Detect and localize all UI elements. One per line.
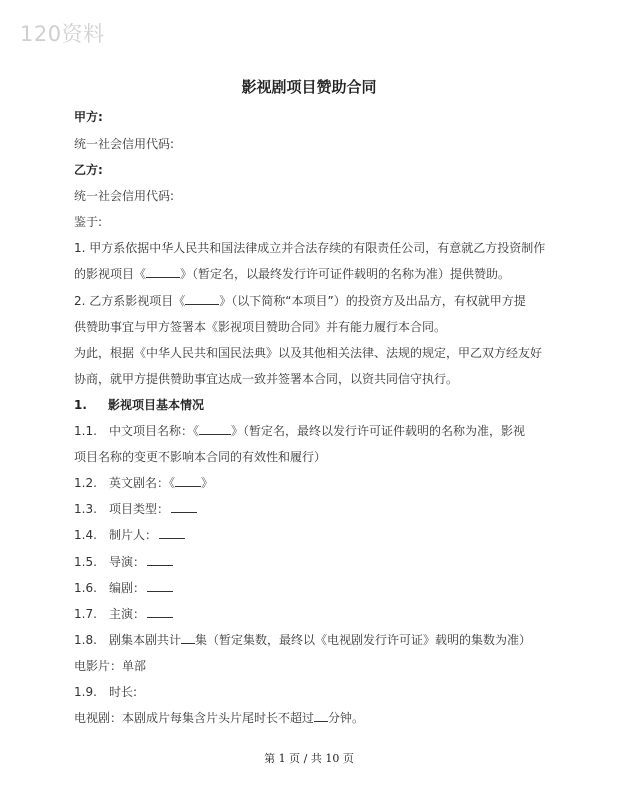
item-1-3-text: 项目类型： bbox=[109, 502, 170, 516]
clause-2-text-b: 》（以下简称“本项目”）的投资方及出品方，有权就甲方提 bbox=[219, 294, 526, 308]
item-1-2 bbox=[74, 476, 213, 490]
whereas-label: 鉴于: bbox=[74, 215, 103, 229]
tv-line-text-a: 电视剧：本剧成片每集含片头片尾时长不超过 bbox=[74, 711, 315, 725]
item-1-9-text: 时长: bbox=[109, 685, 138, 699]
document-title: 影视剧项目赞助合同 bbox=[241, 78, 377, 96]
item-1-7 bbox=[74, 607, 173, 621]
item-1-1-text-a: 中文项目名称：《 bbox=[109, 424, 200, 438]
item-number: 1.4. bbox=[74, 528, 97, 542]
tv-line-text-b: 分钟。 bbox=[328, 711, 365, 725]
item-1-2-text-b: 》 bbox=[201, 476, 214, 490]
item-1-9 bbox=[74, 685, 137, 699]
section-1-heading bbox=[74, 398, 204, 412]
item-number: 1.6. bbox=[74, 581, 97, 595]
clause-2-line-2: 供赞助事宜与甲方签署本《影视项目赞助合同》并有能力履行本合同。 bbox=[74, 320, 447, 334]
item-1-5 bbox=[74, 555, 173, 569]
project-name-blank bbox=[146, 267, 180, 278]
english-name-blank bbox=[175, 476, 201, 487]
item-number: 1.9. bbox=[74, 685, 97, 699]
item-1-4 bbox=[74, 528, 185, 542]
clause-2-line-1 bbox=[74, 294, 526, 308]
item-1-1-line-2: 项目名称的变更不影响本合同的有效性和履行） bbox=[74, 450, 327, 464]
section-1-number: 1. bbox=[74, 398, 87, 412]
movie-line: 电影片：单部 bbox=[74, 659, 147, 673]
clause-1-text-b: 》（暂定名，以最终发行许可证件载明的名称为准）提供赞助。 bbox=[180, 267, 511, 281]
clause-1-text-a: 的影视项目《 bbox=[74, 267, 147, 281]
producer-blank bbox=[159, 528, 185, 539]
item-number: 1.3. bbox=[74, 502, 97, 516]
item-1-1-text-b: 》（暂定名，最终以发行许可证件载明的名称为准，影视 bbox=[231, 424, 526, 438]
project-name-blank bbox=[185, 294, 219, 305]
item-1-8-text-a: 剧集本剧共计 bbox=[109, 633, 182, 647]
chinese-name-blank bbox=[199, 424, 231, 435]
clause-1-line-1: 1. 甲方系依据中华人民共和国法律成立并合法存续的有限责任公司，有意就乙方投资制作 bbox=[74, 241, 546, 255]
item-1-7-text: 主演： bbox=[109, 607, 146, 621]
credit-code-a: 统一社会信用代码: bbox=[74, 137, 175, 151]
tv-line bbox=[74, 711, 364, 725]
project-type-blank bbox=[171, 502, 197, 513]
clause-2-text-a: 2. 乙方系影视项目《 bbox=[74, 294, 186, 308]
item-1-6-text: 编剧： bbox=[109, 581, 146, 595]
party-b-label: 乙方: bbox=[74, 163, 103, 177]
credit-code-b: 统一社会信用代码: bbox=[74, 189, 175, 203]
party-a-label: 甲方: bbox=[74, 110, 103, 124]
screenwriter-blank bbox=[147, 581, 173, 592]
item-1-8-text-b: 集（暂定集数，最终以《电视剧发行许可证》载明的集数为准） bbox=[195, 633, 532, 647]
item-1-4-text: 制片人： bbox=[109, 528, 158, 542]
item-1-5-text: 导演： bbox=[109, 555, 146, 569]
item-number: 1.5. bbox=[74, 555, 97, 569]
duration-blank bbox=[314, 711, 328, 722]
item-1-8 bbox=[74, 633, 531, 647]
item-number: 1.7. bbox=[74, 607, 97, 621]
item-1-2-text-a: 英文剧名：《 bbox=[109, 476, 176, 490]
therefore-line-1: 为此，根据《中华人民共和国民法典》以及其他相关法律、法规的规定，甲乙双方经友好 bbox=[74, 346, 543, 360]
item-1-3 bbox=[74, 502, 197, 516]
therefore-line-2: 协商，就甲方提供赞助事宜达成一致并签署本合同，以资共同信守执行。 bbox=[74, 372, 459, 386]
lead-actor-blank bbox=[147, 607, 173, 618]
director-blank bbox=[147, 555, 173, 566]
watermark: 120资料 bbox=[20, 22, 105, 46]
item-1-1 bbox=[74, 424, 525, 438]
item-1-6 bbox=[74, 581, 173, 595]
clause-1-line-2 bbox=[74, 267, 510, 281]
section-1-title: 影视项目基本情况 bbox=[108, 398, 205, 412]
item-number: 1.8. bbox=[74, 633, 97, 647]
item-number: 1.2. bbox=[74, 476, 97, 490]
episode-count-blank bbox=[181, 633, 195, 644]
item-number: 1.1. bbox=[74, 424, 97, 438]
page-footer: 第 1 页 / 共 10 页 bbox=[264, 752, 354, 765]
